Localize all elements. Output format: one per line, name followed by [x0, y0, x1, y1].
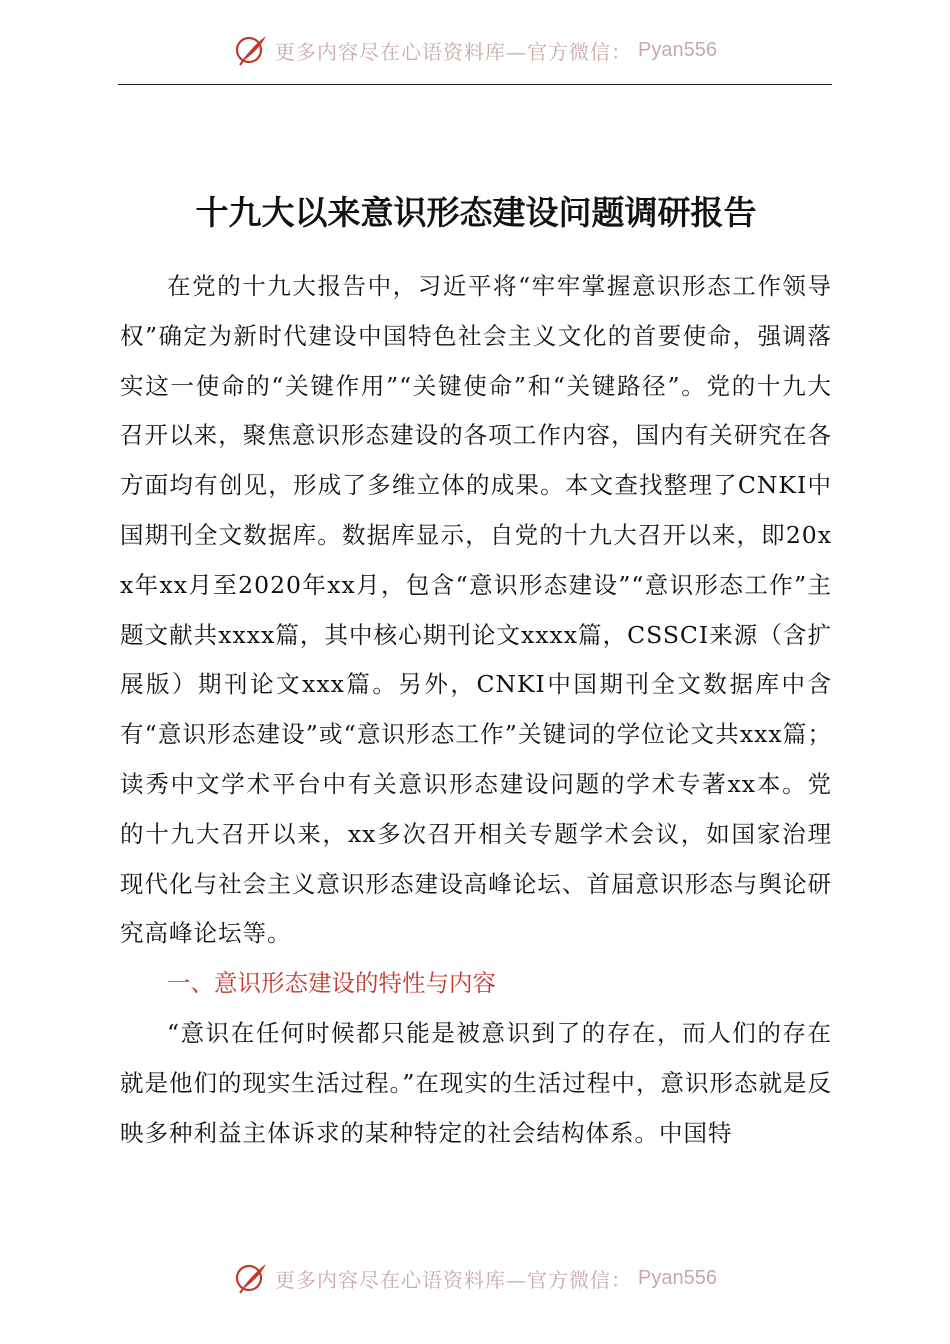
section-paragraph: “意识在任何时候都只能是被意识到了的存在，而人们的存在就是他们的现实生活过程。”在现实的生活过程中，意识形态就是反映多种利益主体诉求的某种特定的社会结构体系。中国特 — [120, 1018, 832, 1147]
quill-pen-logo-icon — [233, 32, 269, 68]
watermark-text: 更多内容尽在心语资料库—官方微信： — [275, 1267, 633, 1292]
intro-paragraph: 在党的十九大报告中，习近平将“牢牢掌握意识形态工作领导权”确定为新时代建设中国特色社会主义文化的首要使命，强调落实这一使命的“关键作用”“关键使命”和“关键路径”。党的十九大召开以来，聚焦意识形态建设的各项工作内容，国内有关研究在各方面均有创见，形成了多维立体的成果。本文查找整理了CNKI中国期刊全文数据库。数据库显示，自党的十九大召开以来，即20xx年xx月至2020年xx月，包含“意识形态建设”“意识形态工作”主题文献共xxxx篇，其中核心期刊论文xxxx篇，CSSCI来源（含扩展版）期刊论文xxx篇。另外，CNKI中国期刊全文数据库中含有“意识形态建设”或“意识形态工作”关键词的学位论文共xxx篇；读秀中文学术平台中有关意识形态建设问题的学术专著xx本。党的十九大召开以来，xx多次召开相关专题学术会议，如国家治理现代化与社会主义意识形态建设高峰论坛、首届意识形态与舆论研究高峰论坛等。 — [120, 272, 832, 948]
document-body — [120, 188, 832, 1158]
watermark-handle: Pyan556 — [638, 1266, 717, 1289]
watermark-text: 更多内容尽在心语资料库—官方微信： — [275, 39, 633, 64]
footer-watermark — [0, 1258, 950, 1298]
header-divider — [118, 84, 832, 85]
section-heading: 一、意识形态建设的特性与内容 — [167, 969, 496, 998]
header-watermark — [0, 30, 950, 70]
watermark-handle: Pyan556 — [638, 38, 717, 61]
quill-pen-logo-icon — [233, 1260, 269, 1296]
document-title: 十九大以来意识形态建设问题调研报告 — [195, 193, 757, 232]
